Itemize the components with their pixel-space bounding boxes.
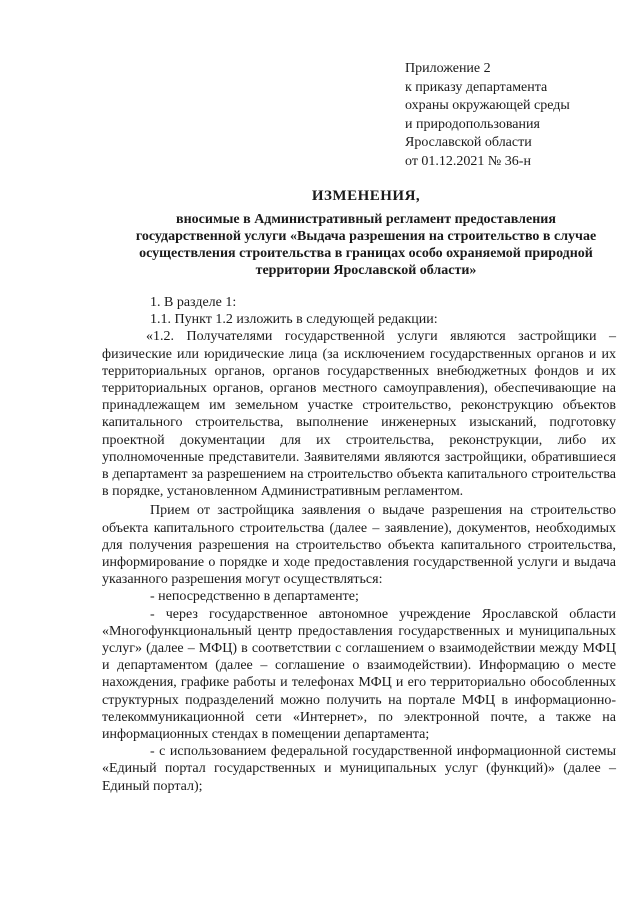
bullet-item: - через государственное автономное учреждение Ярославской области «Многофункциональный центр предоставления государственных и муниципальных услуг» (далее – МФЦ) в соответствии с соглашением о взаимодействии между МФЦ и департаментом (далее – соглашение о взаимодействии). Информацию о месте нахождения, графике работы и телефонах МФЦ и его территориально обособленных структурных подразделений можно получить на портале МФЦ в информационно-телекоммуникационной сети «Интернет», по электронной почте, а также на информационных стендах в помещении департамента; bbox=[102, 606, 616, 743]
title-main: ИЗМЕНЕНИЯ, bbox=[311, 188, 421, 204]
title-subtitle bbox=[110, 211, 622, 279]
appendix-line: и природопользования bbox=[405, 116, 540, 132]
section-heading: 1. В разделе 1: bbox=[150, 295, 237, 310]
paragraph-reception: Прием от застройщика заявления о выдаче разрешения на строительство объекта капитального строительства (далее – заявление), документов, необходимых для получения разрешения на строительство объекта капитального строительства, информирование о порядке и ходе предоставления государственной услуги и выдача указанного разрешения могут осуществляться: bbox=[102, 503, 616, 588]
bullet-item: - с использованием федеральной государственной информационной системы «Единый портал государственных и муниципальных услуг (функций)» (далее – Единый портал); bbox=[102, 744, 616, 794]
subtitle-line: территории Ярославской области» bbox=[255, 263, 477, 278]
bullet-item: - непосредственно в департаменте; bbox=[150, 589, 359, 605]
subtitle-line: государственной услуги «Выдача разрешения на строительство в случае bbox=[135, 229, 597, 244]
item-heading: 1.1. Пункт 1.2 изложить в следующей редакции: bbox=[150, 312, 438, 328]
appendix-line: охраны окружающей среды bbox=[405, 98, 570, 113]
document-title bbox=[110, 188, 622, 279]
appendix-header bbox=[405, 60, 570, 171]
paragraph-recipients: «1.2. Получателями государственной услуги являются застройщики – физические или юридические лица (за исключением государственных органов и их территориальных органов, органов государственных внебюджетных фондов и их территориальных органов, органов местного самоуправления), обеспечивающие на принадлежащем им земельном участке строительство, реконструкцию объектов капитального строительства, выполнение инженерных изысканий, подготовку проектной документации для их строительства, реконструкции, либо их уполномоченные представители. Заявителями являются застройщики, обратившиеся в департамент за разрешением на строительство объекта капитального строительства в порядке, установленном Административным регламентом. bbox=[102, 329, 616, 500]
subtitle-line: осуществления строительства в границах особо охраняемой природной bbox=[139, 246, 593, 261]
subtitle-line: вносимые в Административный регламент предоставления bbox=[176, 212, 556, 227]
appendix-line: от 01.12.2021 № 36-н bbox=[405, 153, 531, 169]
document-body bbox=[102, 294, 616, 795]
appendix-line: к приказу департамента bbox=[405, 79, 548, 95]
appendix-line: Ярославской области bbox=[405, 135, 532, 150]
appendix-line: Приложение 2 bbox=[405, 61, 491, 76]
